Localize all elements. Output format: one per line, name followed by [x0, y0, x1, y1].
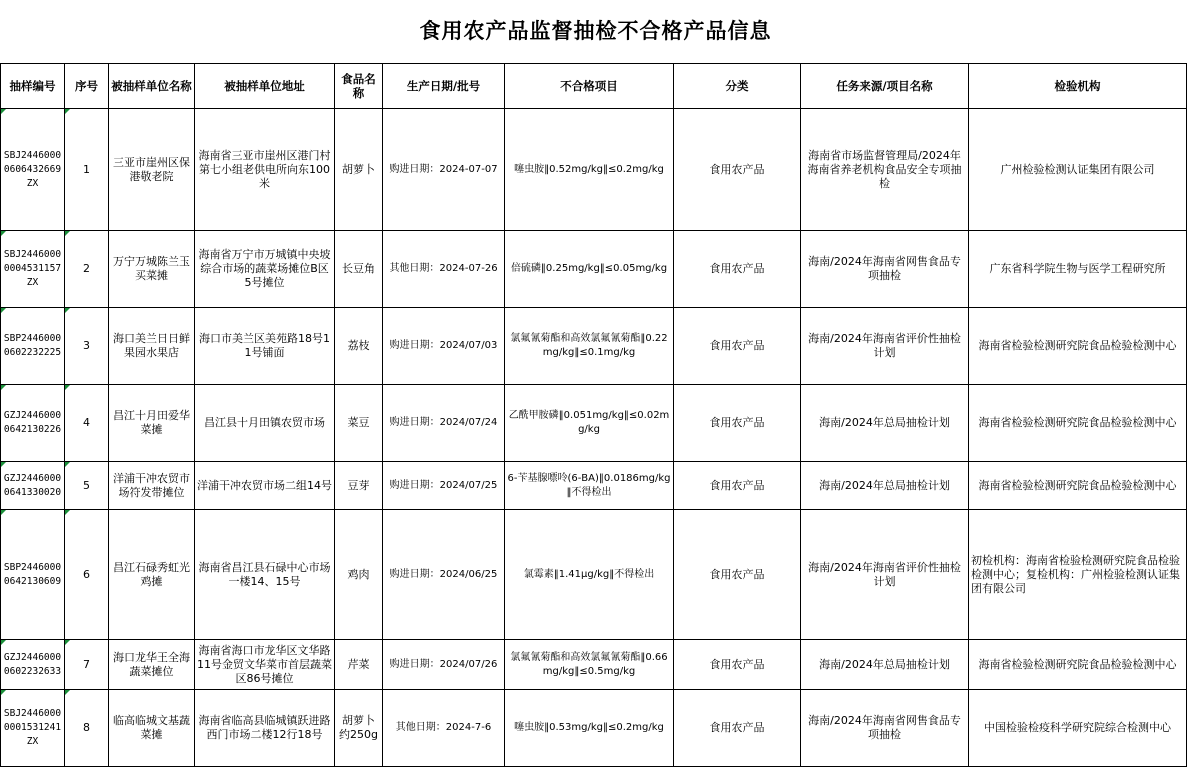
- cell-seq: 2: [65, 231, 109, 308]
- cell-item: 乙酰甲胺磷‖0.051mg/kg‖≤0.02mg/kg: [505, 385, 674, 462]
- cell-seq: 6: [65, 510, 109, 640]
- cell-seq: 7: [65, 640, 109, 690]
- table-row: [1, 640, 1187, 690]
- cell-address: 海南省临高县临城镇跃进路西门市场二楼12行18号: [195, 690, 335, 767]
- header-source: 任务来源/项目名称: [801, 64, 969, 109]
- table-row: [1, 690, 1187, 767]
- cell-item: 噻虫胺‖0.52mg/kg‖≤0.2mg/kg: [505, 109, 674, 231]
- header-address: 被抽样单位地址: [195, 64, 335, 109]
- cell-seq: 4: [65, 385, 109, 462]
- table-row: [1, 510, 1187, 640]
- cell-source: 海南/2024年海南省网售食品专项抽检: [801, 690, 969, 767]
- cell-lab: 海南省检验检测研究院食品检验检测中心: [969, 640, 1187, 690]
- cell-date: 购进日期：2024/07/24: [383, 385, 505, 462]
- cell-category: 食用农产品: [674, 462, 801, 510]
- cell-lab: 中国检验检疫科学研究院综合检测中心: [969, 690, 1187, 767]
- cell-lab: 初检机构：海南省检验检测研究院食品检验检测中心；复检机构：广州检验检测认证集团有限公司: [969, 510, 1187, 640]
- unqualified-products-table: [0, 63, 1187, 767]
- cell-date: 购进日期：2024/07/03: [383, 308, 505, 385]
- cell-address: 海南省万宁市万城镇中央坡综合市场的蔬菜场摊位B区5号摊位: [195, 231, 335, 308]
- cell-seq: 1: [65, 109, 109, 231]
- cell-food: 豆芽: [335, 462, 383, 510]
- cell-item: 氯霉素‖1.41μg/kg‖不得检出: [505, 510, 674, 640]
- cell-date: 购进日期：2024/07/26: [383, 640, 505, 690]
- cell-seq: 3: [65, 308, 109, 385]
- cell-category: 食用农产品: [674, 690, 801, 767]
- cell-date: 购进日期：2024-07-07: [383, 109, 505, 231]
- cell-item: 6-苄基腺嘌呤(6-BA)‖0.0186mg/kg‖不得检出: [505, 462, 674, 510]
- cell-category: 食用农产品: [674, 308, 801, 385]
- cell-source: 海南/2024年海南省评价性抽检计划: [801, 308, 969, 385]
- header-date: 生产日期/批号: [383, 64, 505, 109]
- cell-food: 胡萝卜: [335, 109, 383, 231]
- table-row: [1, 462, 1187, 510]
- cell-code: GZJ24460000642130226: [1, 385, 65, 462]
- cell-unit: 昌江石碌秀虹光鸡摊: [109, 510, 195, 640]
- cell-source: 海南/2024年总局抽检计划: [801, 385, 969, 462]
- cell-date: 购进日期：2024/07/25: [383, 462, 505, 510]
- cell-category: 食用农产品: [674, 109, 801, 231]
- table-header-row: [1, 64, 1187, 109]
- cell-item: 氯氟氰菊酯和高效氯氟氰菊酯‖0.66mg/kg‖≤0.5mg/kg: [505, 640, 674, 690]
- cell-source: 海南/2024年总局抽检计划: [801, 462, 969, 510]
- header-code: 抽样编号: [1, 64, 65, 109]
- cell-address: 洋浦干冲农贸市场二组14号: [195, 462, 335, 510]
- cell-seq: 5: [65, 462, 109, 510]
- cell-date: 其他日期：2024-7-6: [383, 690, 505, 767]
- cell-code: SBJ24460000001531241ZX: [1, 690, 65, 767]
- cell-address: 海口市美兰区美苑路18号11号铺面: [195, 308, 335, 385]
- cell-code: GZJ24460000602232633: [1, 640, 65, 690]
- header-lab: 检验机构: [969, 64, 1187, 109]
- cell-code: SBP24460000602232225: [1, 308, 65, 385]
- header-category: 分类: [674, 64, 801, 109]
- table-row: [1, 385, 1187, 462]
- cell-food: 荔枝: [335, 308, 383, 385]
- cell-lab: 广州检验检测认证集团有限公司: [969, 109, 1187, 231]
- cell-code: GZJ24460000641330020: [1, 462, 65, 510]
- cell-category: 食用农产品: [674, 510, 801, 640]
- cell-date: 购进日期：2024/06/25: [383, 510, 505, 640]
- cell-lab: 海南省检验检测研究院食品检验检测中心: [969, 385, 1187, 462]
- cell-category: 食用农产品: [674, 385, 801, 462]
- cell-unit: 海口美兰日日鲜果园水果店: [109, 308, 195, 385]
- header-item: 不合格项目: [505, 64, 674, 109]
- cell-item: 氯氟氰菊酯和高效氯氟氰菊酯‖0.22mg/kg‖≤0.1mg/kg: [505, 308, 674, 385]
- cell-address: 海南省三亚市崖州区港门村第七小组老供电所向东100米: [195, 109, 335, 231]
- cell-unit: 万宁万城陈兰玉买菜摊: [109, 231, 195, 308]
- cell-food: 胡萝卜约250g: [335, 690, 383, 767]
- cell-code: SBJ24460000004531157ZX: [1, 231, 65, 308]
- cell-category: 食用农产品: [674, 231, 801, 308]
- cell-unit: 洋浦干冲农贸市场符发带摊位: [109, 462, 195, 510]
- cell-lab: 广东省科学院生物与医学工程研究所: [969, 231, 1187, 308]
- table-row: [1, 109, 1187, 231]
- cell-food: 芹菜: [335, 640, 383, 690]
- header-food: 食品名称: [335, 64, 383, 109]
- table-row: [1, 308, 1187, 385]
- header-unit: 被抽样单位名称: [109, 64, 195, 109]
- cell-unit: 三亚市崖州区保港敬老院: [109, 109, 195, 231]
- cell-address: 海南省昌江县石碌中心市场一楼14、15号: [195, 510, 335, 640]
- cell-seq: 8: [65, 690, 109, 767]
- cell-unit: 昌江十月田爱华菜摊: [109, 385, 195, 462]
- cell-source: 海南/2024年海南省评价性抽检计划: [801, 510, 969, 640]
- cell-source: 海南/2024年海南省网售食品专项抽检: [801, 231, 969, 308]
- cell-category: 食用农产品: [674, 640, 801, 690]
- cell-date: 其他日期：2024-07-26: [383, 231, 505, 308]
- cell-food: 菜豆: [335, 385, 383, 462]
- cell-source: 海南省市场监督管理局/2024年海南省养老机构食品安全专项抽检: [801, 109, 969, 231]
- cell-address: 昌江县十月田镇农贸市场: [195, 385, 335, 462]
- cell-code: SBJ24460000606432669ZX: [1, 109, 65, 231]
- table-row: [1, 231, 1187, 308]
- page-title: 食用农产品监督抽检不合格产品信息: [419, 19, 772, 43]
- cell-item: 噻虫胺‖0.53mg/kg‖≤0.2mg/kg: [505, 690, 674, 767]
- cell-source: 海南/2024年总局抽检计划: [801, 640, 969, 690]
- cell-lab: 海南省检验检测研究院食品检验检测中心: [969, 308, 1187, 385]
- cell-food: 长豆角: [335, 231, 383, 308]
- cell-address: 海南省海口市龙华区文华路11号金贸文华菜市首层蔬菜区86号摊位: [195, 640, 335, 690]
- cell-code: SBP24460000642130609: [1, 510, 65, 640]
- header-seq: 序号: [65, 64, 109, 109]
- cell-item: 倍硫磷‖0.25mg/kg‖≤0.05mg/kg: [505, 231, 674, 308]
- cell-unit: 海口龙华王全海蔬菜摊位: [109, 640, 195, 690]
- cell-lab: 海南省检验检测研究院食品检验检测中心: [969, 462, 1187, 510]
- cell-food: 鸡肉: [335, 510, 383, 640]
- cell-unit: 临高临城文基蔬菜摊: [109, 690, 195, 767]
